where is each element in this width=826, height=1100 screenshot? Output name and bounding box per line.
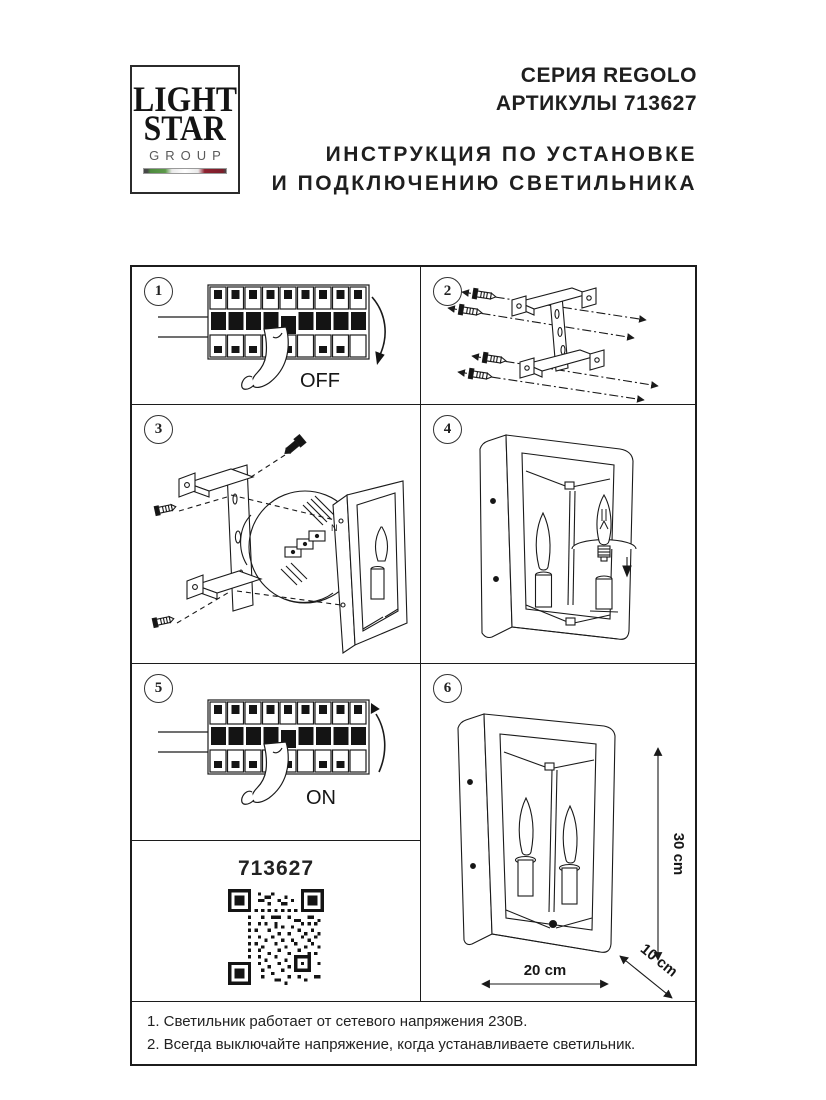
step-1-panel [132,267,421,404]
step-1-illustration [132,267,420,404]
instruction-line-1: ИНСТРУКЦИЯ ПО УСТАНОВКЕ [325,143,697,166]
screw-icons [458,288,506,381]
step-4-badge: 4 [433,415,462,444]
terminal-n-label: N [331,522,338,533]
wall-mount-wiring-drawing [135,409,417,659]
instruction-line-2: И ПОДКЛЮЧЕНИЮ СВЕТИЛЬНИКА [271,172,697,195]
screw-icon [154,502,176,515]
series-title: СЕРИЯ REGOLO [520,64,697,87]
italian-flag-bar [143,168,227,174]
note-2: 2. Всегда выключайте напряжение, когда устанавливаете светильник. [147,1036,636,1053]
step-4-panel [421,405,695,662]
off-label: OFF [300,369,340,392]
grid-row-1 [132,267,695,405]
notes-row [132,1002,695,1064]
step-6-panel [421,664,695,1001]
notes-block [147,1010,635,1056]
grid-row-2 [132,405,695,663]
step-6-badge: 6 [433,674,462,703]
step-1-badge: 1 [144,277,173,306]
instruction-grid [130,265,697,1066]
article-qr-panel [132,841,420,1001]
qr-code [228,889,324,985]
logo-word-star: STAR [143,108,227,148]
depth-dimension-label: 10 cm [636,940,681,981]
wall-plate [179,465,261,611]
height-dimension-label: 30 cm [670,832,687,876]
article-title: АРТИКУЛЫ 713627 [495,92,697,115]
step-6-illustration [421,664,695,1001]
header-title-block [272,62,697,198]
breaker-top-row [210,287,366,309]
lightstar-logo [130,65,240,194]
instruction-title [272,140,697,198]
arrow-down-icon [372,297,385,355]
step-2-badge: 2 [433,277,462,306]
logo-word-group: GROUP [149,148,227,163]
lamp-frame-side [333,481,407,653]
article-number: 713627 [237,856,315,880]
on-label: ON [306,786,336,809]
logo-word-light: LIGHT [133,79,237,119]
step-5-panel [132,664,420,841]
bulb-install-drawing [422,409,694,659]
lamp-frame [458,714,615,952]
arrow-up-icon [376,714,385,772]
step-3-panel [132,405,421,662]
lamp-dimensions-drawing [422,662,694,1003]
breaker-off-drawing [150,273,402,399]
step-3-badge: 3 [144,415,173,444]
breaker-top-row [210,702,366,724]
terminal-block-detail [281,496,335,585]
breaker-toggles [211,727,366,748]
step-4-illustration [421,405,695,662]
width-dimension-label: 20 cm [523,961,567,979]
bracket-screws-drawing [432,268,684,404]
mounting-bracket [512,288,604,378]
grid-col-left [132,664,421,1001]
screw-icon [152,614,174,627]
breaker-on-drawing [150,684,402,820]
grid-row-3 [132,664,695,1002]
screw-icon-top [282,435,306,457]
step-2-illustration [421,267,695,404]
step-2-panel [421,267,695,404]
step-3-illustration [132,405,420,662]
step-5-illustration [132,664,420,840]
note-1: 1. Светильник работает от сетевого напряжения 230В. [147,1013,528,1030]
breaker-toggles [211,312,366,334]
step-5-badge: 5 [144,674,173,703]
